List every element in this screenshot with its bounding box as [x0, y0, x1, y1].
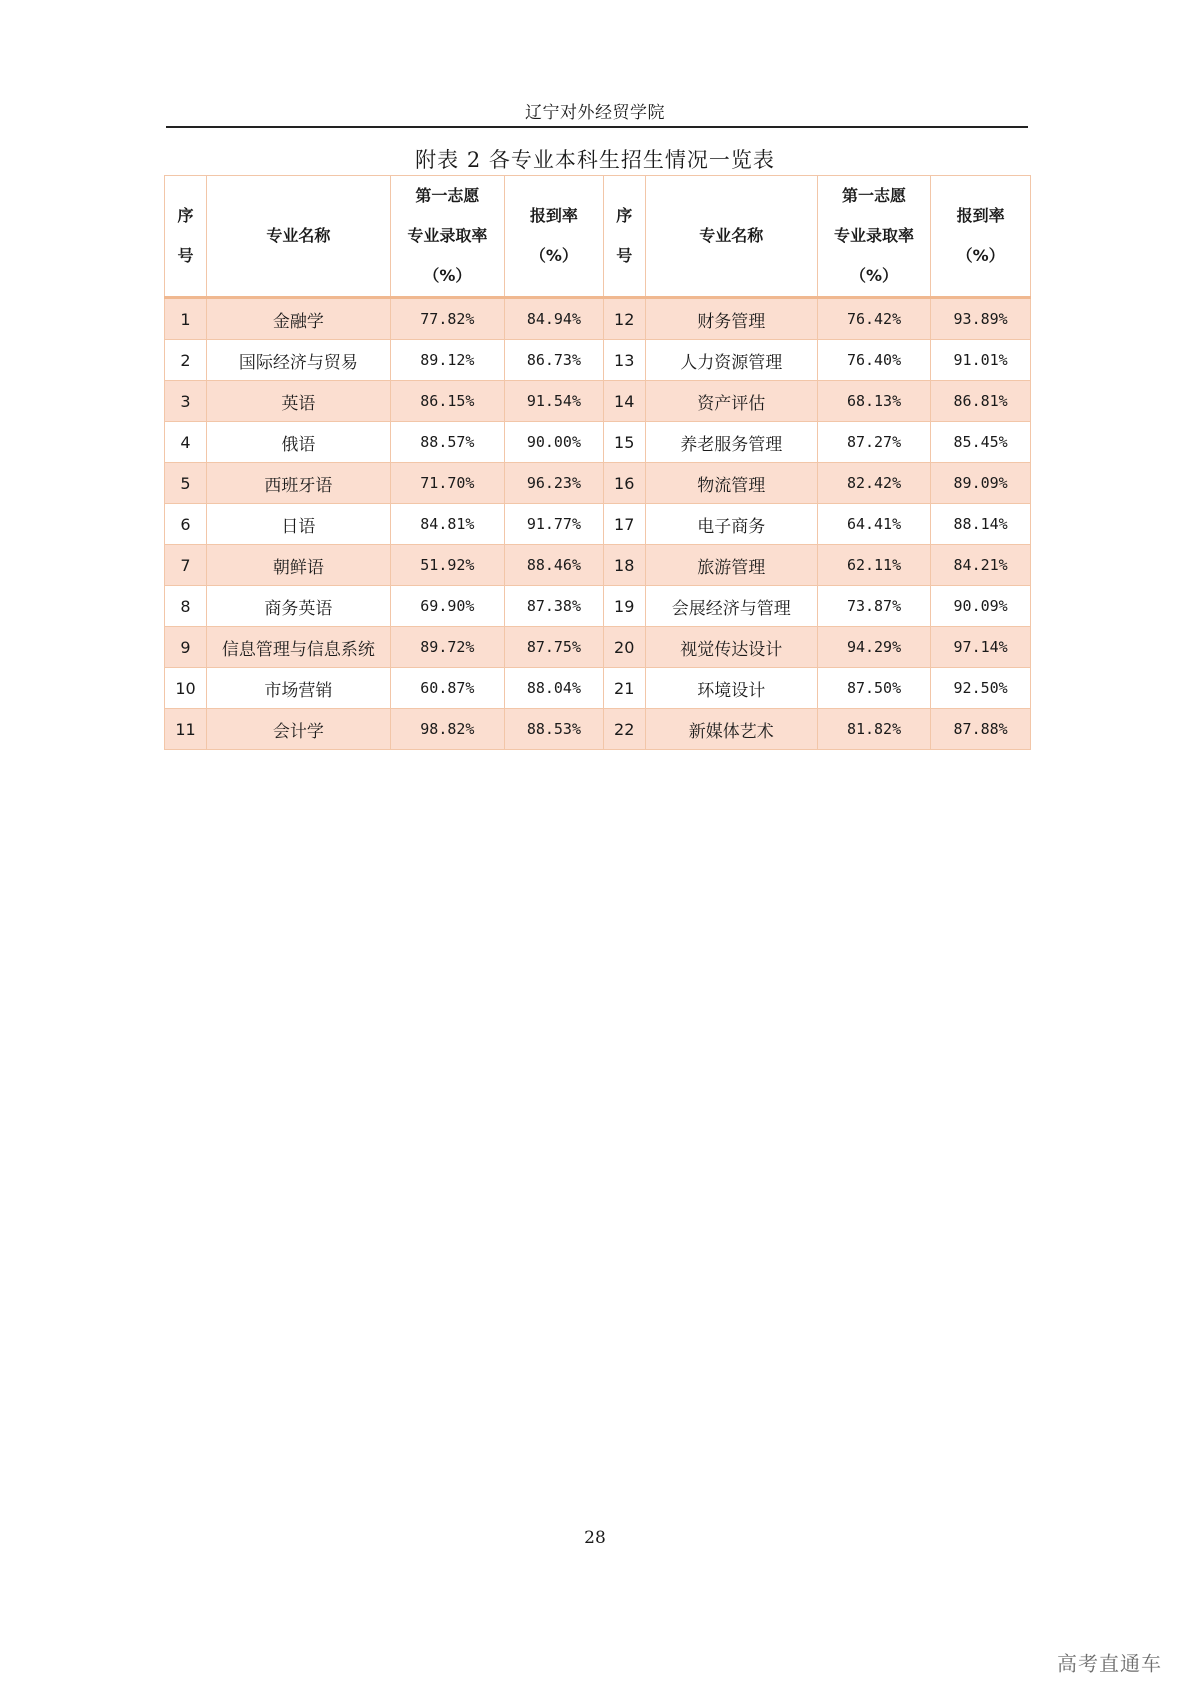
seq-cell: 12	[603, 298, 645, 340]
table-row	[165, 709, 1031, 750]
table-row	[165, 504, 1031, 545]
first-choice-rate-cell: 60.87%	[390, 668, 504, 709]
major-name-cell: 国际经济与贸易	[206, 340, 390, 381]
first-choice-rate-cell: 98.82%	[390, 709, 504, 750]
first-choice-rate-cell: 76.42%	[817, 298, 930, 340]
col-header-first-choice: 第一志愿 专业录取率 （%）	[817, 176, 930, 298]
seq-cell: 21	[603, 668, 645, 709]
seq-cell: 7	[165, 545, 207, 586]
report-rate-cell: 84.94%	[505, 298, 604, 340]
table-row	[165, 586, 1031, 627]
seq-cell: 13	[603, 340, 645, 381]
seq-cell: 19	[603, 586, 645, 627]
col-header-first-choice: 第一志愿 专业录取率 （%）	[390, 176, 504, 298]
report-rate-cell: 85.45%	[931, 422, 1031, 463]
seq-cell: 4	[165, 422, 207, 463]
major-name-cell: 市场营销	[206, 668, 390, 709]
report-rate-cell: 88.04%	[505, 668, 604, 709]
first-choice-rate-cell: 89.12%	[390, 340, 504, 381]
col-header-report: 报到率 （%）	[931, 176, 1031, 298]
report-rate-cell: 92.50%	[931, 668, 1031, 709]
seq-cell: 1	[165, 298, 207, 340]
seq-cell: 22	[603, 709, 645, 750]
report-rate-cell: 88.53%	[505, 709, 604, 750]
major-name-cell: 朝鲜语	[206, 545, 390, 586]
first-choice-rate-cell: 64.41%	[817, 504, 930, 545]
report-rate-cell: 87.38%	[505, 586, 604, 627]
first-choice-rate-cell: 82.42%	[817, 463, 930, 504]
report-rate-cell: 96.23%	[505, 463, 604, 504]
seq-cell: 18	[603, 545, 645, 586]
table-row	[165, 422, 1031, 463]
table-row	[165, 463, 1031, 504]
admission-table	[164, 175, 1031, 750]
first-choice-rate-cell: 81.82%	[817, 709, 930, 750]
first-choice-rate-cell: 73.87%	[817, 586, 930, 627]
first-choice-rate-cell: 68.13%	[817, 381, 930, 422]
watermark-text: 高考直通车	[1057, 1651, 1162, 1676]
first-choice-rate-cell: 62.11%	[817, 545, 930, 586]
report-rate-cell: 88.46%	[505, 545, 604, 586]
first-choice-rate-cell: 77.82%	[390, 298, 504, 340]
seq-cell: 5	[165, 463, 207, 504]
major-name-cell: 物流管理	[645, 463, 817, 504]
first-choice-rate-cell: 94.29%	[817, 627, 930, 668]
col-header-seq: 序 号	[165, 176, 207, 298]
major-name-cell: 英语	[206, 381, 390, 422]
major-name-cell: 信息管理与信息系统	[206, 627, 390, 668]
seq-cell: 9	[165, 627, 207, 668]
table-row	[165, 381, 1031, 422]
seq-cell: 20	[603, 627, 645, 668]
major-name-cell: 会计学	[206, 709, 390, 750]
report-rate-cell: 90.00%	[505, 422, 604, 463]
first-choice-rate-cell: 89.72%	[390, 627, 504, 668]
report-rate-cell: 93.89%	[931, 298, 1031, 340]
seq-cell: 17	[603, 504, 645, 545]
major-name-cell: 电子商务	[645, 504, 817, 545]
report-rate-cell: 84.21%	[931, 545, 1031, 586]
seq-cell: 11	[165, 709, 207, 750]
seq-cell: 14	[603, 381, 645, 422]
major-name-cell: 金融学	[206, 298, 390, 340]
major-name-cell: 人力资源管理	[645, 340, 817, 381]
seq-cell: 6	[165, 504, 207, 545]
header-rule	[166, 126, 1028, 128]
page-number: 28	[584, 1528, 606, 1548]
report-rate-cell: 87.75%	[505, 627, 604, 668]
first-choice-rate-cell: 86.15%	[390, 381, 504, 422]
first-choice-rate-cell: 51.92%	[390, 545, 504, 586]
table-row	[165, 545, 1031, 586]
col-header-name: 专业名称	[645, 176, 817, 298]
table-row	[165, 668, 1031, 709]
report-rate-cell: 88.14%	[931, 504, 1031, 545]
seq-cell: 15	[603, 422, 645, 463]
report-rate-cell: 91.77%	[505, 504, 604, 545]
major-name-cell: 财务管理	[645, 298, 817, 340]
header-title: 辽宁对外经贸学院	[525, 103, 665, 123]
report-rate-cell: 86.73%	[505, 340, 604, 381]
first-choice-rate-cell: 84.81%	[390, 504, 504, 545]
col-header-name: 专业名称	[206, 176, 390, 298]
major-name-cell: 日语	[206, 504, 390, 545]
table-row	[165, 298, 1031, 340]
major-name-cell: 环境设计	[645, 668, 817, 709]
first-choice-rate-cell: 87.50%	[817, 668, 930, 709]
seq-cell: 2	[165, 340, 207, 381]
major-name-cell: 西班牙语	[206, 463, 390, 504]
seq-cell: 8	[165, 586, 207, 627]
report-rate-cell: 89.09%	[931, 463, 1031, 504]
report-rate-cell: 87.88%	[931, 709, 1031, 750]
major-name-cell: 新媒体艺术	[645, 709, 817, 750]
table-row	[165, 340, 1031, 381]
seq-cell: 16	[603, 463, 645, 504]
first-choice-rate-cell: 88.57%	[390, 422, 504, 463]
report-rate-cell: 91.54%	[505, 381, 604, 422]
major-name-cell: 养老服务管理	[645, 422, 817, 463]
col-header-report: 报到率 （%）	[505, 176, 604, 298]
major-name-cell: 俄语	[206, 422, 390, 463]
col-header-seq: 序 号	[603, 176, 645, 298]
report-rate-cell: 91.01%	[931, 340, 1031, 381]
report-rate-cell: 86.81%	[931, 381, 1031, 422]
table-row	[165, 627, 1031, 668]
major-name-cell: 商务英语	[206, 586, 390, 627]
major-name-cell: 视觉传达设计	[645, 627, 817, 668]
report-rate-cell: 97.14%	[931, 627, 1031, 668]
seq-cell: 3	[165, 381, 207, 422]
major-name-cell: 资产评估	[645, 381, 817, 422]
major-name-cell: 旅游管理	[645, 545, 817, 586]
table-title: 附表 2 各专业本科生招生情况一览表	[415, 148, 775, 172]
first-choice-rate-cell: 71.70%	[390, 463, 504, 504]
first-choice-rate-cell: 87.27%	[817, 422, 930, 463]
report-rate-cell: 90.09%	[931, 586, 1031, 627]
first-choice-rate-cell: 69.90%	[390, 586, 504, 627]
seq-cell: 10	[165, 668, 207, 709]
major-name-cell: 会展经济与管理	[645, 586, 817, 627]
table-header-row	[165, 176, 1031, 298]
first-choice-rate-cell: 76.40%	[817, 340, 930, 381]
